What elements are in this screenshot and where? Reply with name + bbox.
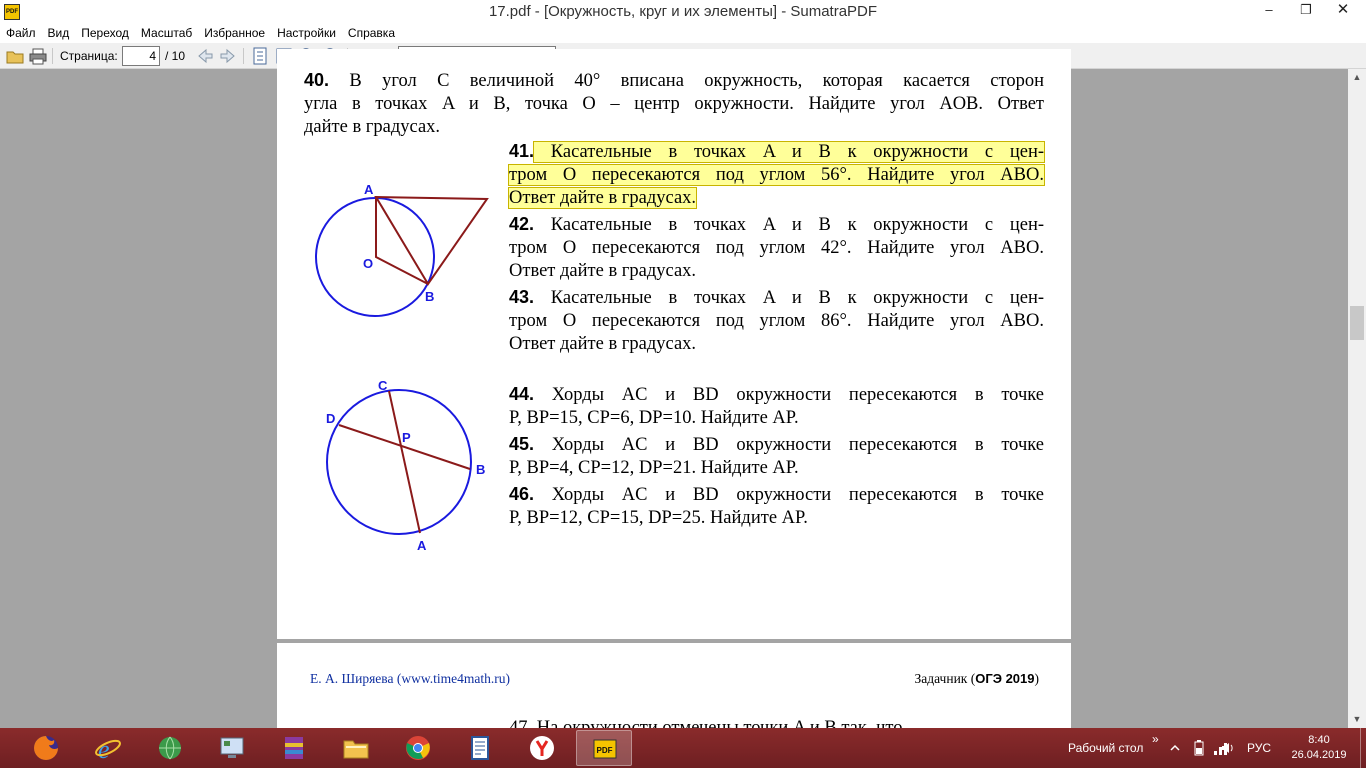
close-button[interactable]: ✕ — [1336, 1, 1350, 18]
pdf-page — [277, 49, 1071, 639]
print-icon[interactable] — [29, 47, 47, 65]
prev-page-icon[interactable] — [196, 47, 214, 65]
network-globe-icon[interactable] — [142, 730, 198, 766]
fit-page-icon[interactable] — [251, 47, 269, 65]
ie-icon[interactable] — [80, 730, 136, 766]
menu-bar — [0, 24, 1366, 43]
chords-circle-figure — [317, 374, 497, 553]
document-viewport[interactable] — [0, 69, 1348, 728]
menu-view[interactable]: Вид — [47, 26, 70, 40]
label-b: B — [476, 462, 486, 477]
label-a: A — [417, 538, 427, 553]
chord-ac — [389, 391, 420, 533]
toolbar-chevron[interactable]: » — [1152, 732, 1159, 746]
problem-number: 40. — [304, 70, 330, 90]
system-clock[interactable] — [1287, 733, 1351, 763]
yandex-browser-icon[interactable] — [514, 730, 570, 766]
problem-number: 43. — [509, 287, 535, 307]
show-hidden-icons-arrow-icon[interactable] — [1170, 742, 1180, 782]
problem-44: 44. Хорды AC и BD окружности пересекаются в точке P, BP=15, CP=6, DP=10. Найдите AP. — [509, 384, 1044, 428]
label-c: C — [378, 378, 388, 393]
label-p: P — [402, 430, 411, 445]
label-d: D — [326, 411, 336, 426]
open-folder-icon[interactable] — [6, 47, 24, 65]
footer-book-title: Задачник (ОГЭ 2019) — [914, 671, 1039, 686]
scroll-up-arrow-icon[interactable]: ▲ — [1352, 72, 1362, 82]
chrome-icon[interactable] — [390, 730, 446, 766]
input-language[interactable]: РУС — [1247, 741, 1272, 755]
page-label: Страница: — [60, 49, 118, 63]
minimize-button[interactable]: – — [1265, 2, 1273, 17]
menu-favorites[interactable]: Избранное — [204, 26, 266, 40]
label-a: A — [364, 182, 374, 197]
winrar-icon[interactable] — [266, 730, 322, 766]
problem-42: 42. Касательные в точках A и B к окружности с цен- тром O пересекаются под углом 42°. Найдите угол ABO. Ответ дайте в градусах. — [509, 214, 1044, 281]
title-bar — [0, 0, 1366, 24]
sumatrapdf-app-icon[interactable]: PDF — [4, 4, 20, 20]
menu-file[interactable]: Файл — [6, 26, 36, 40]
clock-time: 8:40 — [1308, 734, 1330, 746]
control-panel-icon[interactable] — [204, 730, 260, 766]
firefox-icon[interactable] — [18, 730, 74, 766]
vertical-scrollbar[interactable] — [1348, 69, 1366, 728]
menu-go-to[interactable]: Переход — [81, 26, 129, 40]
problem-43: 43. Касательные в точках A и B к окружности с цен- тром O пересекаются под углом 86°. Найдите угол ABO. Ответ дайте в градусах. — [509, 287, 1044, 354]
battery-icon[interactable] — [1192, 740, 1206, 780]
next-page-icon[interactable] — [219, 47, 237, 65]
problem-41: 41. Касательные в точках A и B к окружности с цен- тром O пересекаются под углом 56°. Найдите угол ABO. Ответ дайте в градусах. — [509, 141, 1044, 208]
document-viewer-icon[interactable] — [452, 730, 508, 766]
problem-45: 45. Хорды AC и BD окружности пересекаются в точке P, BP=4, CP=12, DP=21. Найдите AP. — [509, 434, 1044, 478]
clock-date: 26.04.2019 — [1291, 749, 1347, 761]
problem-number: 42. — [509, 214, 535, 234]
svg-text:PDF: PDF — [596, 746, 613, 755]
taskbar — [0, 728, 1366, 768]
show-desktop-button[interactable] — [1360, 728, 1366, 768]
page-total: / 10 — [165, 49, 186, 63]
menu-zoom[interactable]: Масштаб — [140, 26, 193, 40]
menu-settings[interactable]: Настройки — [277, 26, 336, 40]
svg-text:e: e — [98, 735, 110, 764]
volume-icon[interactable] — [1220, 740, 1236, 780]
scroll-down-arrow-icon[interactable]: ▼ — [1352, 714, 1362, 724]
problem-number: 45. — [509, 434, 535, 454]
desktop-toolbar-label[interactable]: Рабочий стол — [1068, 741, 1144, 755]
problem-number: 46. — [509, 484, 535, 504]
problem-number: 44. — [509, 384, 535, 404]
sumatrapdf-icon[interactable] — [576, 730, 632, 766]
restore-button[interactable]: ❐ — [1300, 2, 1312, 17]
tangent-circle-figure — [307, 169, 527, 319]
problem-number: 41. — [509, 141, 535, 161]
problem-46: 46. Хорды AC и BD окружности пересекаются в точке P, BP=12, CP=15, DP=25. Найдите AP. — [509, 484, 1044, 528]
scroll-thumb[interactable] — [1350, 306, 1364, 340]
label-b: B — [425, 289, 435, 304]
menu-help[interactable]: Справка — [347, 26, 395, 40]
footer-author-link[interactable]: Е. А. Ширяева (www.time4math.ru) — [310, 671, 510, 686]
file-explorer-icon[interactable] — [328, 730, 384, 766]
page-number-input[interactable]: 4 — [122, 46, 160, 66]
label-o: O — [363, 256, 374, 271]
window-title: 17.pdf - [Окружность, круг и их элементы] - SumatraPDF — [488, 3, 878, 20]
problem-40: 40. В угол C величиной 40° вписана окружность, которая касается сторон угла в точках A и B, точка O – центр окружности. Найдите угол AOB. Ответ дайте в градусах. — [304, 70, 1044, 137]
